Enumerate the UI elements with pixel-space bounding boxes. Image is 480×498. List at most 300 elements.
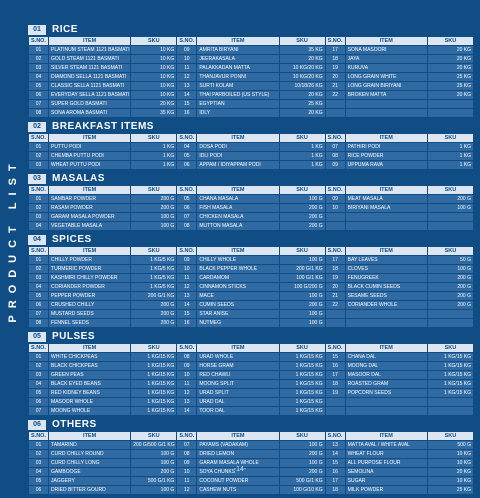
cell-sno: 05 (29, 389, 49, 398)
table-row (29, 143, 474, 152)
header-item: ITEM (49, 344, 131, 353)
cell-item: MACE (197, 292, 279, 301)
cell-sku: 100 G (279, 441, 325, 450)
cell-sno: 13 (325, 441, 345, 450)
cell-item: PALAKKADAN MATTA (197, 64, 279, 73)
product-table (28, 185, 474, 231)
cell-sku: 20 KG (279, 109, 325, 118)
header-sku: SKU (279, 186, 325, 195)
table-row (29, 353, 474, 362)
cell-sno: 07 (177, 441, 197, 450)
cell-item: CRUSHED CHILLY (49, 301, 131, 310)
cell-sku: 100 G (131, 459, 177, 468)
product-table (28, 431, 474, 495)
cell-sno: 01 (29, 195, 49, 204)
cell-sku: 1 KG/15 KG (427, 389, 473, 398)
cell-sku: 1 KG/15 KG (279, 407, 325, 416)
cell-sno: 10 (177, 371, 197, 380)
section-rice (28, 24, 474, 118)
cell-item: BAY LEAVES (345, 256, 427, 265)
cell-sno: 16 (325, 468, 345, 477)
cell-sno: 06 (177, 204, 197, 213)
product-table (28, 36, 474, 118)
header-sku: SKU (131, 432, 177, 441)
cell-item: JAGGERY (49, 477, 131, 486)
cell-sno: 04 (29, 468, 49, 477)
cell-sku: 1 KG/15 KG (427, 362, 473, 371)
cell-item: MATTA AVAL / WHITE AVAL (345, 441, 427, 450)
cell-sno: 19 (325, 389, 345, 398)
cell-sku: 1 KG (279, 161, 325, 170)
cell-item: BIRIYANI MASALA (345, 204, 427, 213)
cell-item: DOSA PODI (197, 143, 279, 152)
cell-sno: 18 (325, 265, 345, 274)
cell-item: SONA AROMA BASMATI (49, 109, 131, 118)
table-row (29, 486, 474, 495)
cell-item: WHEAT FLOUR (345, 450, 427, 459)
cell-sno: 07 (177, 213, 197, 222)
cell-sno: 17 (325, 371, 345, 380)
cell-sno: 05 (177, 152, 197, 161)
section-name: BREAKFAST ITEMS (52, 121, 154, 132)
cell-item: WHEAT PUTTU PODI (49, 161, 131, 170)
cell-sno: 06 (177, 161, 197, 170)
cell-sku: 25 KG (279, 100, 325, 109)
product-table (28, 246, 474, 328)
cell-item: CURD CHILLY LONG (49, 459, 131, 468)
cell-item: BROKEN MATTA (345, 91, 427, 100)
cell-sno: 14 (177, 407, 197, 416)
cell-sno: 11 (177, 64, 197, 73)
cell-sno: 16 (177, 319, 197, 328)
cell-sno: 02 (29, 204, 49, 213)
cell-item: CARDAMOM (197, 274, 279, 283)
cell-sku: 10 KG/20 KG (279, 64, 325, 73)
cell-item: PEPPER POWDER (49, 292, 131, 301)
header-item: ITEM (197, 432, 279, 441)
cell-item: BLACK EYED BEANS (49, 380, 131, 389)
cell-sno: 08 (29, 319, 49, 328)
cell-sku: 500 G/1 KG (279, 477, 325, 486)
cell-item: MOONG SPLIT (197, 380, 279, 389)
cell-sku: 20 KG (279, 91, 325, 100)
header-item: ITEM (345, 134, 427, 143)
cell-sku: 1 KG/15 KG (131, 362, 177, 371)
cell-sku (427, 407, 473, 416)
table-row (29, 100, 474, 109)
cell-sno: 05 (177, 195, 197, 204)
cell-item: DRIED BITTER GOURD (49, 486, 131, 495)
cell-item: PAYAMS (VADAKAM) (197, 441, 279, 450)
header-sku: SKU (427, 344, 473, 353)
cell-sku: 200 G (131, 301, 177, 310)
cell-sno: 17 (325, 256, 345, 265)
cell-sno: 04 (29, 380, 49, 389)
cell-item: RED KIDNEY BEANS (49, 389, 131, 398)
cell-sku: 1 KG/15 KG (427, 353, 473, 362)
cell-item: GARAM MASALA POWDER (49, 213, 131, 222)
cell-sno (325, 109, 345, 118)
cell-sku (427, 109, 473, 118)
table-row (29, 407, 474, 416)
cell-sno: 10 (325, 204, 345, 213)
cell-item: PLATINUM STEAM 1121 BASMATI (49, 46, 131, 55)
cell-sku: 1 KG (279, 143, 325, 152)
cell-sku: 200 G (279, 213, 325, 222)
cell-item: SEMOLINA (345, 468, 427, 477)
cell-sku: 200 G/1 KG (279, 265, 325, 274)
cell-sku: 1 KG (427, 152, 473, 161)
cell-sno: 11 (177, 380, 197, 389)
cell-sku: 100 G (427, 265, 473, 274)
cell-item: SOYA CHUNKS (197, 468, 279, 477)
cell-sno: 22 (325, 301, 345, 310)
cell-sku: 200 G (131, 468, 177, 477)
cell-sku: 200 G (279, 468, 325, 477)
section-breakfast-items (28, 121, 474, 170)
side-bar (0, 0, 26, 480)
cell-sno: 06 (29, 398, 49, 407)
cell-sno: 07 (325, 143, 345, 152)
cell-sku: 200 G (131, 195, 177, 204)
header-sno: S.NO. (29, 37, 49, 46)
cell-sno: 20 (325, 283, 345, 292)
cell-item: MUSTARD SEEDS (49, 310, 131, 319)
cell-sno: 01 (29, 353, 49, 362)
cell-sno: 18 (325, 380, 345, 389)
product-list (28, 24, 474, 498)
cell-item: EGYPTIAN (197, 100, 279, 109)
cell-sno: 09 (325, 161, 345, 170)
side-label: PRODUCT LIST (7, 157, 19, 323)
table-header (29, 37, 474, 46)
cell-sno: 19 (325, 274, 345, 283)
cell-item: BLACK PEPPER WHOLE (197, 265, 279, 274)
cell-sku: 100 G (279, 256, 325, 265)
cell-sku: 1 KG/15 KG (131, 407, 177, 416)
cell-sku: 100 G/1 KG (279, 274, 325, 283)
cell-item: FISH MASALA (197, 204, 279, 213)
table-row (29, 195, 474, 204)
cell-sku: 200 G (279, 222, 325, 231)
table-row (29, 109, 474, 118)
cell-item: CORIANDER WHOLE (345, 301, 427, 310)
cell-sno: 11 (177, 477, 197, 486)
table-row (29, 213, 474, 222)
cell-sno: 08 (29, 109, 49, 118)
table-row (29, 292, 474, 301)
cell-sno: 18 (325, 486, 345, 495)
cell-item: CHILLY POWDER (49, 256, 131, 265)
section-name: PULSES (52, 331, 96, 342)
cell-sku: 100 G (131, 450, 177, 459)
cell-sku: 200 G (427, 274, 473, 283)
cell-item: PUTTU PODI (49, 143, 131, 152)
cell-item: CHANA MASALA (197, 195, 279, 204)
cell-sku: 100 G (427, 204, 473, 213)
cell-item: KURUVA (345, 64, 427, 73)
cell-sno: 02 (29, 362, 49, 371)
table-row (29, 55, 474, 64)
cell-sno: 21 (325, 82, 345, 91)
cell-sku: 500 G (427, 441, 473, 450)
section-title (28, 234, 474, 245)
cell-sno: 13 (177, 398, 197, 407)
cell-sno: 12 (177, 283, 197, 292)
section-number: 03 (28, 174, 46, 184)
cell-sku: 200 G (131, 319, 177, 328)
cell-sno (325, 319, 345, 328)
cell-sno: 02 (29, 152, 49, 161)
cell-item (345, 213, 427, 222)
cell-sku: 1 KG (427, 143, 473, 152)
cell-sku: 10 KG (427, 477, 473, 486)
cell-sku: 1 KG/15 KG (279, 353, 325, 362)
cell-sku: 50 G (427, 256, 473, 265)
header-item: ITEM (197, 37, 279, 46)
cell-sno: 07 (29, 407, 49, 416)
header-sno: S.NO. (325, 432, 345, 441)
cell-sku: 1 KG/15 KG (131, 389, 177, 398)
section-masalas (28, 173, 474, 231)
cell-sku: 10 KG (427, 459, 473, 468)
header-item: ITEM (345, 344, 427, 353)
cell-item (345, 310, 427, 319)
cell-item: MOONG WHOLE (49, 407, 131, 416)
cell-sku: 100 G (279, 459, 325, 468)
cell-sku: 100 G (131, 486, 177, 495)
cell-sku: 20 KG (131, 100, 177, 109)
cell-sno: 14 (177, 301, 197, 310)
cell-item: UPPUMA RAVA (345, 161, 427, 170)
cell-sno: 01 (29, 46, 49, 55)
cell-sno: 16 (177, 109, 197, 118)
cell-sku: 20 KG (427, 55, 473, 64)
cell-sno: 05 (29, 292, 49, 301)
cell-item: APPAM / IDIYAPPAM PODI (197, 161, 279, 170)
cell-sno: 05 (29, 477, 49, 486)
cell-item: GOLD STEAM 1121 BASMATI (49, 55, 131, 64)
cell-sno: 04 (29, 283, 49, 292)
cell-item: LONG GRAIN WHITE (345, 73, 427, 82)
header-sku: SKU (131, 247, 177, 256)
product-table (28, 343, 474, 416)
cell-sku: 200 G (427, 283, 473, 292)
header-item: ITEM (49, 186, 131, 195)
cell-item: SONA MASOORI (345, 46, 427, 55)
cell-item: MOONG DAL (345, 362, 427, 371)
header-sku: SKU (427, 186, 473, 195)
cell-sno: 17 (325, 477, 345, 486)
cell-item: DIAMOND SELLA 1121 BASMATI (49, 73, 131, 82)
section-name: OTHERS (52, 419, 97, 430)
cell-item: TOOR DAL (197, 407, 279, 416)
cell-sno: 10 (177, 468, 197, 477)
cell-item: JAYA (345, 55, 427, 64)
cell-sno: 02 (29, 55, 49, 64)
cell-sku: 20 KG (279, 55, 325, 64)
header-sno: S.NO. (29, 134, 49, 143)
table-row (29, 441, 474, 450)
cell-sku: 1 KG/15 KG (131, 398, 177, 407)
cell-item: LONG GRAIN BIRIYANI (345, 82, 427, 91)
cell-sku: 200 G (427, 292, 473, 301)
cell-sno (325, 222, 345, 231)
cell-sku: 25 KG (427, 73, 473, 82)
cell-sku: 500 G/1 KG (131, 477, 177, 486)
cell-sku: 10 KG/20 KG (279, 73, 325, 82)
cell-item: SUPER GOLD BASMATI (49, 100, 131, 109)
header-item: ITEM (197, 134, 279, 143)
cell-sno: 06 (29, 486, 49, 495)
cell-item: ALL PURPOSE FLOUR (345, 459, 427, 468)
table-row (29, 319, 474, 328)
table-header (29, 432, 474, 441)
section-title (28, 173, 474, 184)
cell-item (345, 407, 427, 416)
cell-item: CUMIN SEEDS (197, 301, 279, 310)
header-sno: S.NO. (29, 432, 49, 441)
cell-item: WHITE CHICKPEAS (49, 353, 131, 362)
cell-sno: 20 (325, 73, 345, 82)
section-name: MASALAS (52, 173, 105, 184)
table-row (29, 222, 474, 231)
cell-item: CHICKEN MASALA (197, 213, 279, 222)
cell-sno: 13 (177, 82, 197, 91)
cell-sku: 1 KG/15 KG (131, 353, 177, 362)
cell-sku: 1 KG/15 KG (279, 380, 325, 389)
header-item: ITEM (49, 134, 131, 143)
cell-item: NUTMEG (197, 319, 279, 328)
table-row (29, 380, 474, 389)
cell-item: CLASSIC SELLA 1121 BASMATI (49, 82, 131, 91)
cell-sku: 200 G (131, 310, 177, 319)
cell-sku: 200 G (427, 301, 473, 310)
section-number: 02 (28, 122, 46, 132)
header-item: ITEM (345, 37, 427, 46)
cell-item: SESAME SEEDS (345, 292, 427, 301)
page-number: -14- (233, 466, 247, 473)
cell-sku: 100 G/200 G (279, 283, 325, 292)
cell-sku: 10 KG (131, 46, 177, 55)
cell-item: CHILLY WHOLE (197, 256, 279, 265)
cell-sku: 1 KG/5 KG (131, 256, 177, 265)
header-item: ITEM (49, 432, 131, 441)
cell-item: MUTTON MASALA (197, 222, 279, 231)
cell-item: JEERAKASALA (197, 55, 279, 64)
cell-sku: 20 KG (427, 46, 473, 55)
product-table (28, 133, 474, 170)
cell-item: URAD DAL (197, 398, 279, 407)
cell-sno: 15 (177, 100, 197, 109)
cell-item (345, 100, 427, 109)
cell-sku: 1 KG/15 KG (427, 371, 473, 380)
cell-sno: 04 (177, 143, 197, 152)
cell-item: CASHEW NUTS (197, 486, 279, 495)
cell-item (345, 222, 427, 231)
cell-sno: 09 (177, 46, 197, 55)
cell-sku: 200 G/500 G/1 KG (131, 441, 177, 450)
cell-item: BLACK CUMIN SEEDS (345, 283, 427, 292)
cell-sno: 08 (177, 353, 197, 362)
header-item: ITEM (197, 186, 279, 195)
cell-sno: 18 (325, 55, 345, 64)
cell-item: THANJAVUR PONNI (197, 73, 279, 82)
header-sno: S.NO. (177, 186, 197, 195)
cell-item: IDLY (197, 109, 279, 118)
table-row (29, 152, 474, 161)
cell-item: AMRITA BIRYANI (197, 46, 279, 55)
cell-sno: 01 (29, 256, 49, 265)
cell-sno: 08 (325, 152, 345, 161)
table-row (29, 477, 474, 486)
cell-item: HORSE GRAM (197, 362, 279, 371)
cell-sno: 15 (325, 459, 345, 468)
cell-item: MILK POWDER (345, 486, 427, 495)
cell-sku: 1 KG/15 KG (131, 380, 177, 389)
header-item: ITEM (49, 37, 131, 46)
cell-sno: 03 (29, 274, 49, 283)
cell-sno: 08 (177, 222, 197, 231)
table-row (29, 91, 474, 100)
table-header (29, 247, 474, 256)
cell-sku: 10 KG (131, 55, 177, 64)
cell-item: SILVER STEAM 1121 BASMATI (49, 64, 131, 73)
table-row (29, 274, 474, 283)
header-sno: S.NO. (29, 186, 49, 195)
cell-sno: 11 (177, 274, 197, 283)
section-number: 06 (28, 420, 46, 430)
header-sno: S.NO. (325, 186, 345, 195)
cell-sno: 17 (325, 46, 345, 55)
cell-sno (325, 398, 345, 407)
cell-sno: 09 (177, 256, 197, 265)
cell-sku (427, 319, 473, 328)
cell-item: MEAT MASALA (345, 195, 427, 204)
section-title (28, 331, 474, 342)
cell-item: GARAM MASALA WHOLE (197, 459, 279, 468)
cell-item: BLACK CHICKPEAS (49, 362, 131, 371)
cell-sno: 19 (325, 64, 345, 73)
cell-item: URAD SPLIT (197, 389, 279, 398)
cell-sku: 10 KG (131, 82, 177, 91)
table-header (29, 344, 474, 353)
header-sku: SKU (131, 344, 177, 353)
header-sku: SKU (279, 344, 325, 353)
header-sno: S.NO. (325, 344, 345, 353)
header-sno: S.NO. (177, 134, 197, 143)
cell-sno: 06 (29, 301, 49, 310)
header-sno: S.NO. (29, 344, 49, 353)
cell-sku: 20 KG (427, 468, 473, 477)
cell-sno: 03 (29, 371, 49, 380)
cell-sno: 16 (325, 362, 345, 371)
table-row (29, 389, 474, 398)
table-row (29, 310, 474, 319)
cell-sno: 08 (177, 450, 197, 459)
header-item: ITEM (345, 432, 427, 441)
cell-sku: 35 KG (131, 109, 177, 118)
cell-sku: 200 G (427, 195, 473, 204)
table-row (29, 362, 474, 371)
table-row (29, 265, 474, 274)
cell-sku: 1 KG/15 KG (279, 371, 325, 380)
cell-sku: 10 KG (131, 91, 177, 100)
cell-sno: 03 (29, 459, 49, 468)
cell-item: MASOOR DAL (345, 371, 427, 380)
header-item: ITEM (197, 247, 279, 256)
cell-item: IDLI PODI (197, 152, 279, 161)
